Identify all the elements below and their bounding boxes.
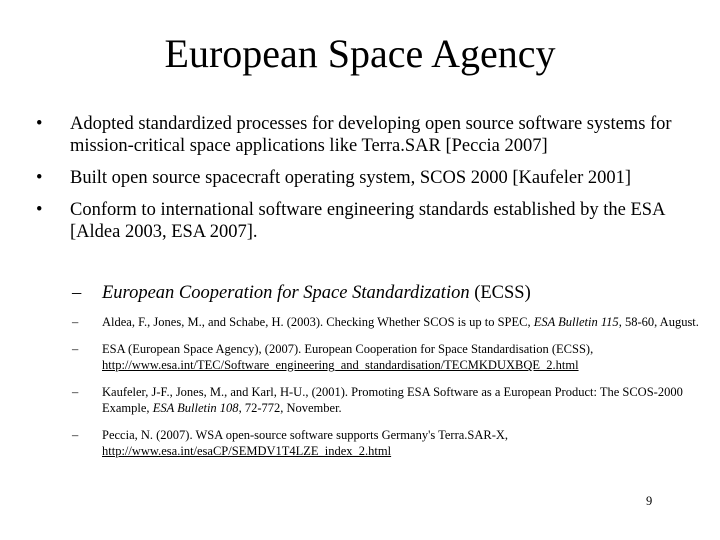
reference-item xyxy=(72,427,712,459)
ecss-italic-name: European Cooperation for Space Standardization xyxy=(102,283,470,303)
bullet-item xyxy=(36,113,691,157)
bullet-list xyxy=(36,113,691,253)
reference-italic: ESA Bulletin 108 xyxy=(152,401,239,415)
bullet-text: Conform to international software engineering standards established by the ESA [Aldea 2003, ESA 2007]. xyxy=(70,200,665,242)
sub-bullet-marker: – xyxy=(72,283,82,303)
reference-text: Peccia, N. (2007). WSA open-source software supports Germany's Terra.SAR-X, xyxy=(102,428,509,442)
reference-item xyxy=(72,314,712,330)
bullet-text: Built open source spacecraft operating system, SCOS 2000 [Kaufeler 2001] xyxy=(70,168,632,188)
reference-item xyxy=(72,341,712,373)
slide-title: European Space Agency xyxy=(164,31,556,76)
reference-item xyxy=(72,384,712,416)
reference-italic: ESA Bulletin 115 xyxy=(533,315,619,329)
bullet-item xyxy=(36,199,691,243)
reference-text-end: , 72-772, November. xyxy=(238,401,342,415)
reference-text: Aldea, F., Jones, M., and Schabe, H. (2003). Checking Whether SCOS is up to SPEC, xyxy=(102,315,534,329)
reference-text: Kaufeler, J-F., Jones, M., and Karl, H-U., (2001). Promoting ESA Software as a European Product: The SCOS-2000 Example, xyxy=(102,385,683,415)
sub-bullet-ecss xyxy=(72,282,692,304)
reference-list xyxy=(72,314,712,470)
bullet-marker: • xyxy=(36,114,43,134)
reference-marker: – xyxy=(72,315,79,329)
reference-marker: – xyxy=(72,342,79,356)
bullet-marker: • xyxy=(36,200,43,220)
reference-text-end: , 58-60, August. xyxy=(618,315,699,329)
reference-link[interactable]: http://www.esa.int/esaCP/SEMDV1T4LZE_index_2.html xyxy=(102,444,392,458)
bullet-item xyxy=(36,167,691,189)
bullet-text: Adopted standardized processes for developing open source software systems for mission-critical space applications like Terra.SAR [Peccia 2007] xyxy=(70,114,672,156)
reference-link[interactable]: http://www.esa.int/TEC/Software_engineering_and_standardisation/TECMKDUXBQE_2.html xyxy=(102,358,579,372)
reference-text: ESA (European Space Agency), (2007). European Cooperation for Space Standardisation (ECSS), xyxy=(102,342,594,356)
reference-marker: – xyxy=(72,428,79,442)
reference-marker: – xyxy=(72,385,79,399)
bullet-marker: • xyxy=(36,168,43,188)
page-number: 9 xyxy=(646,494,653,508)
ecss-suffix: (ECSS) xyxy=(469,283,531,303)
